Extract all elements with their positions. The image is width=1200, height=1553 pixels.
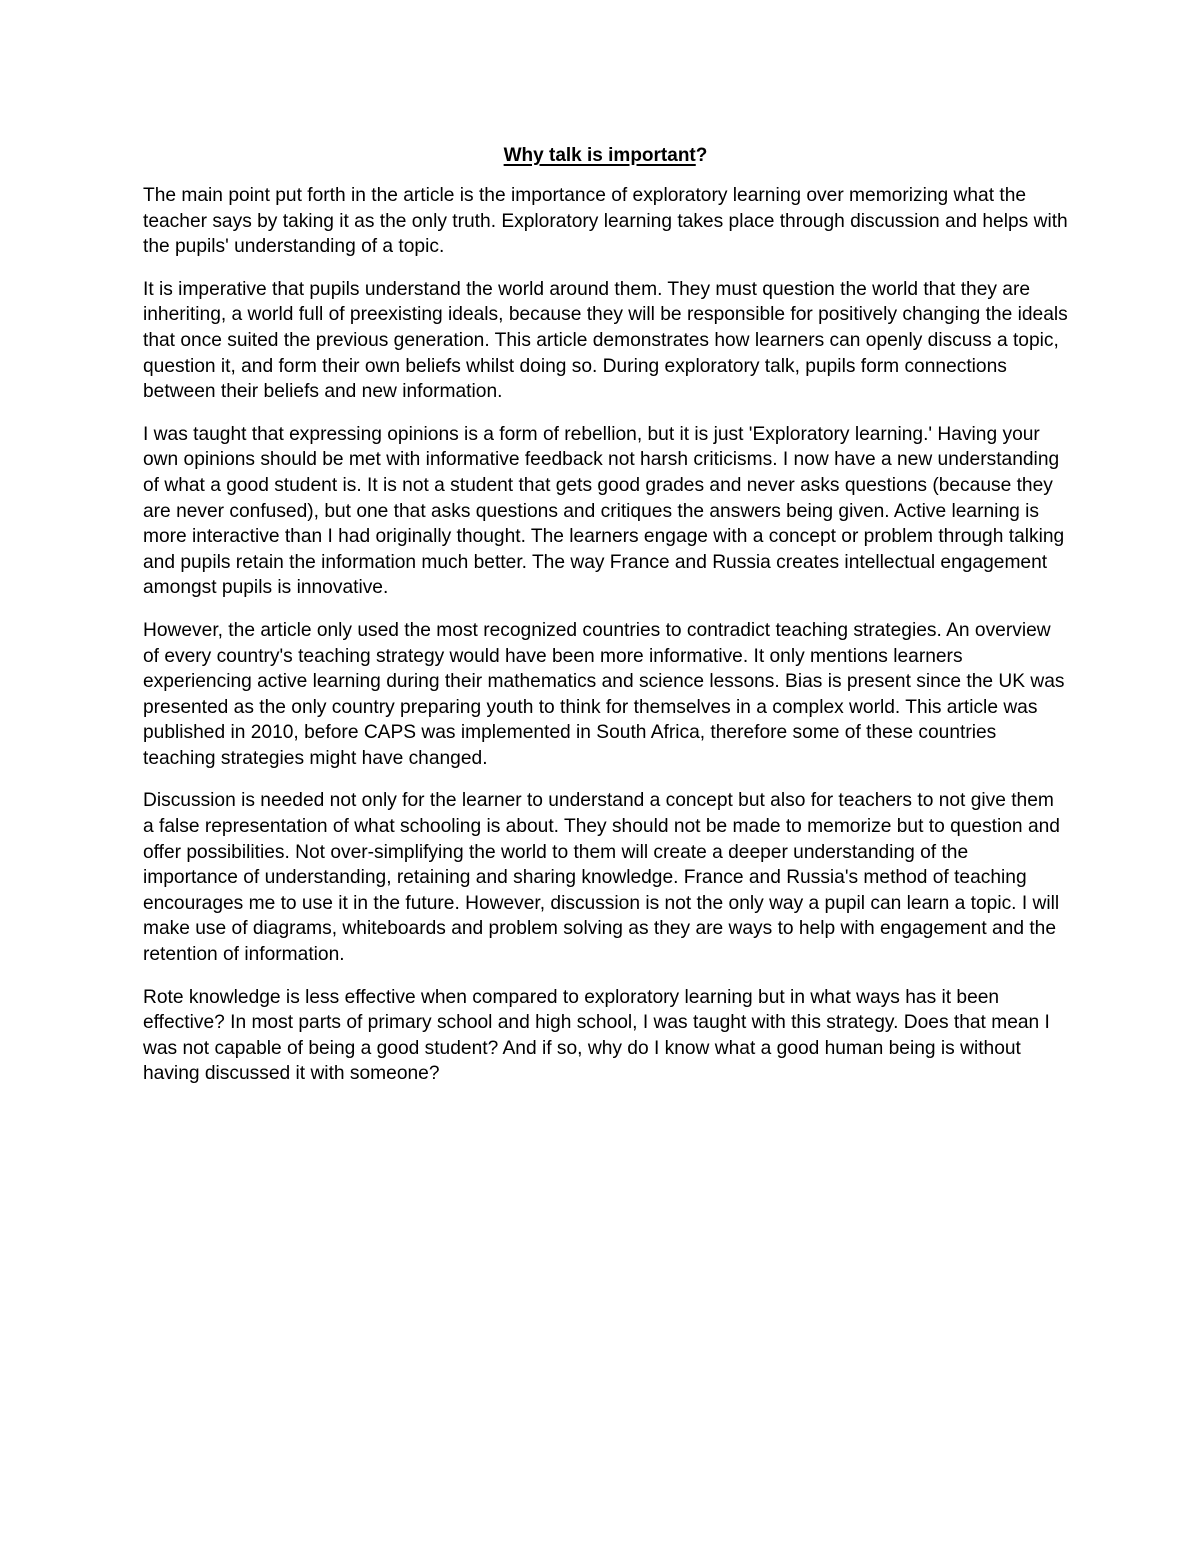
document-title <box>143 143 1068 169</box>
paragraph-5: Discussion is needed not only for the learner to understand a concept but also for teachers to not give them a false representation of what schooling is about. They should not be made to memorize but to question and offer possibilities. Not over-simplifying the world to them will create a deeper understanding of the importance of understanding, retaining and sharing knowledge. France and Russia's method of teaching encourages me to use it in the future. However, discussion is not the only way a pupil can learn a topic. I will make use of diagrams, whiteboards and problem solving as they are ways to help with engagement and the retention of information. <box>143 790 1060 966</box>
paragraph-2: It is imperative that pupils understand the world around them. They must question the world that they are inheriting, a world full of preexisting ideals, because they will be responsible for positively changing the ideals that once suited the previous generation. This article demonstrates how learners can openly discuss a topic, question it, and form their own beliefs whilst doing so. During exploratory talk, pupils form connections between their beliefs and new information. <box>143 278 1068 403</box>
paragraph-4: However, the article only used the most recognized countries to contradict teaching strategies. An overview of every country's teaching strategy would have been more informative. It only mentions learners experiencing active learning during their mathematics and science lessons. Bias is present since the UK was presented as the only country preparing youth to think for themselves in a complex world. This article was published in 2010, before CAPS was implemented in South Africa, therefore some of these countries teaching strategies might have changed. <box>143 619 1065 769</box>
document-title-question-mark: ? <box>695 145 708 166</box>
document-title-underlined: Why talk is important <box>503 145 696 166</box>
paragraph-3: I was taught that expressing opinions is a form of rebellion, but it is just 'Exploratory learning.' Having your own opinions should be met with informative feedback not harsh criticisms. I now have a new understanding of what a good student is. It is not a student that gets good grades and never asks questions (because they are never confused), but one that asks questions and critiques the answers being given. Active learning is more interactive than I had originally thought. The learners engage with a concept or problem through talking and pupils retain the information much better. The way France and Russia creates intellectual engagement amongst pupils is innovative. <box>143 423 1065 599</box>
paragraph-6: Rote knowledge is less effective when compared to exploratory learning but in what ways has it been effective? In most parts of primary school and high school, I was taught with this strategy. Does that mean I was not capable of being a good student? And if so, why do I know what a good human being is without having discussed it with someone? <box>143 986 1050 1085</box>
document-body <box>143 143 1068 1104</box>
paragraph-1: The main point put forth in the article is the importance of exploratory learning over memorizing what the teacher says by taking it as the only truth. Exploratory learning takes place through discussion and helps with the pupils' understanding of a topic. <box>143 185 1068 258</box>
